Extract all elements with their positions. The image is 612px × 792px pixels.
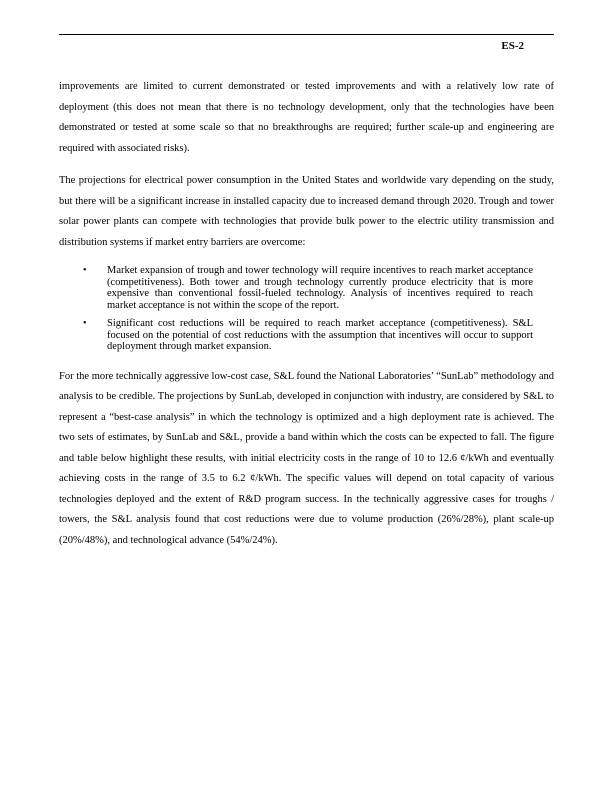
paragraph-3: For the more technically aggressive low-cost case, S&L found the National Laboratories’ “SunLab” methodology and analysis to be credible. The projections by SunLab, developed in conjunction with industry, are considered by S&L to represent a “best-case analysis” in which the technology is optimized and a high deployment rate is achieved. The two sets of estimates, by SunLab and S&L, provide a band within which the costs can be expected to fall. The figure and table below highlight these results, with initial electricity costs in the range of 10 to 12.6 ¢/kWh and eventually achieving costs in the range of 3.5 to 6.2 ¢/kWh. The specific values will depend on total capacity of various technologies deployed and the extent of R&D program success. In the technically aggressive cases for troughs / towers, the S&L analysis found that cost reductions were due to volume production (26%/28%), plant scale-up (20%/48%), and technological advance (54%/24%). <box>59 370 554 546</box>
paragraph-1: improvements are limited to current demonstrated or tested improvements and with a relatively low rate of deployment (this does not mean that there is no technology development, only that the technologies have been demonstrated or tested at some scale so that no breakthroughs are required; further scale-up and engineering are required with associated risks). <box>59 81 554 154</box>
bullet-icon: • <box>83 265 87 276</box>
bullet-item <box>83 318 533 353</box>
bullet-icon: • <box>83 318 87 329</box>
bullet-text: Market expansion of trough and tower technology will require incentives to reach market acceptance (competitiveness). Both tower and trough technology currently produce electricity that is more expensive than conventional fossil-fueled technology. Analysis of incentives required to reach market acceptance is not within the scope of the report. <box>107 265 533 311</box>
bullet-text: Significant cost reductions will be required to reach market acceptance (competitiveness). S&L focused on the potential of cost reductions with the assumption that incentives will occur to support deployment through market expansion. <box>107 318 533 352</box>
document-body <box>59 77 554 563</box>
bullet-item <box>83 265 533 311</box>
paragraph-2: The projections for electrical power consumption in the United States and worldwide vary depending on the study, but there will be a significant increase in installed capacity due to increased demand through 2020. Trough and tower solar power plants can compete with technologies that provide bulk power to the electric utility transmission and distribution systems if market entry barriers are overcome: <box>59 175 554 248</box>
header-rule <box>59 34 554 35</box>
page-number: ES-2 <box>501 40 524 52</box>
bullet-list <box>59 265 554 353</box>
